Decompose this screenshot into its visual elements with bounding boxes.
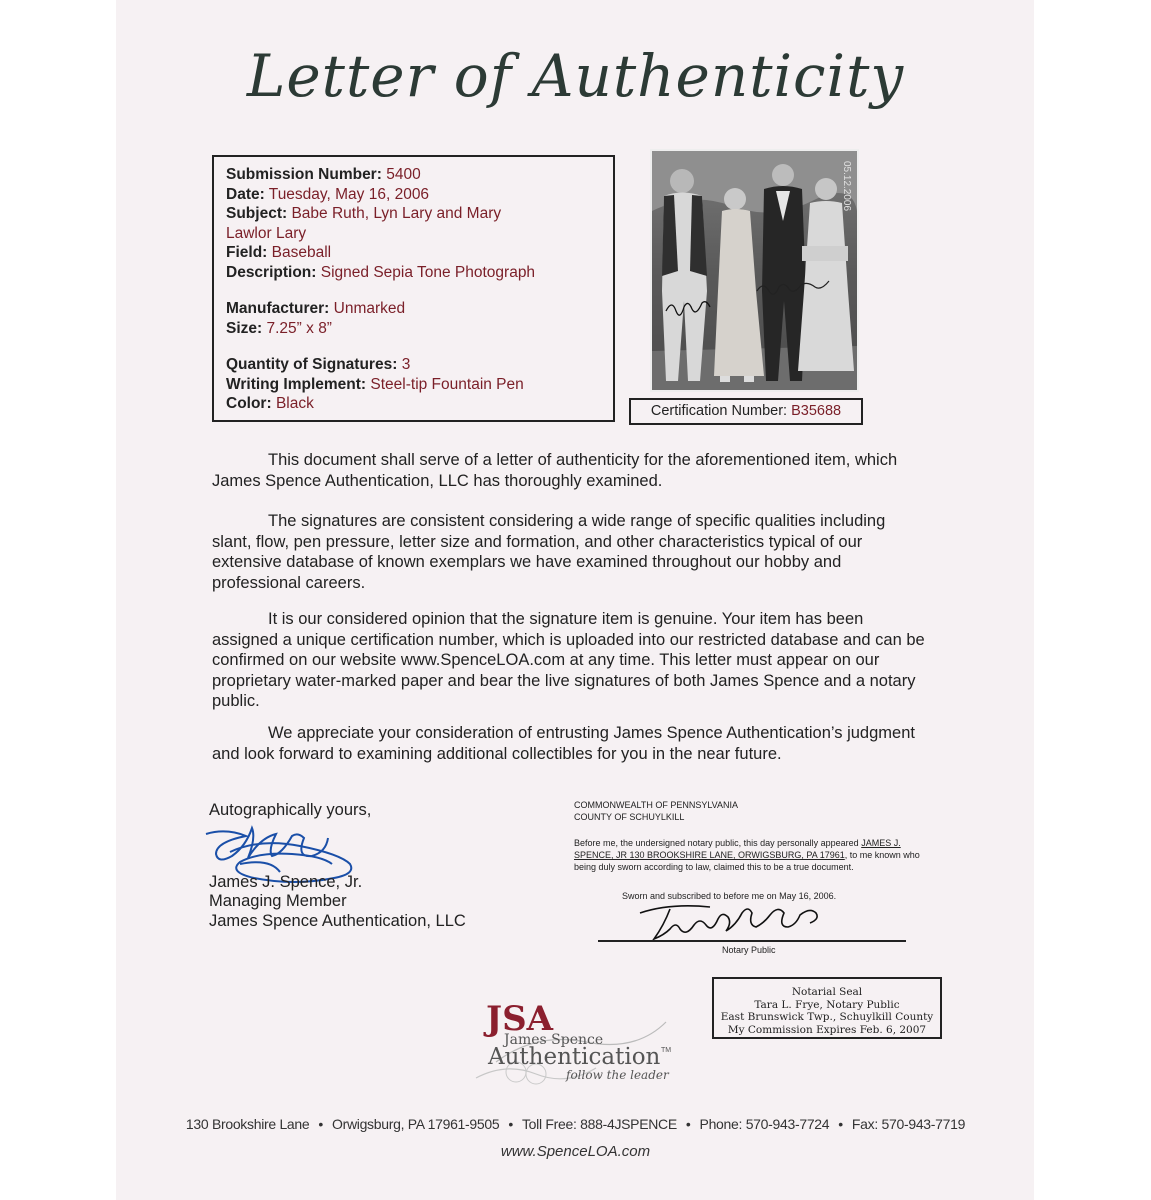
manufacturer-value: Unmarked: [333, 300, 406, 317]
certification-number-box: [629, 398, 863, 425]
photo-date-stamp: 05.12.2006: [841, 161, 852, 212]
subject-value: Babe Ruth, Lyn Lary and Mary: [291, 205, 502, 222]
notary-signature: [620, 895, 870, 950]
paragraph-1: This document shall serve of a letter of authenticity for the aforementioned item, which James Spence Authentication, LLC has thoroughly examined.: [212, 451, 898, 490]
description-label: Description:: [226, 263, 317, 281]
writing-implement-label: Writing Implement:: [226, 375, 367, 393]
field-value: Baseball: [271, 244, 332, 261]
color-label: Color:: [226, 395, 272, 412]
footer-address: 130 Brookshire Lane: [185, 1116, 310, 1132]
notary-statement-line-1: [574, 838, 901, 850]
notary-statement-text: , to me known who: [844, 850, 920, 860]
description-value: Signed Sepia Tone Photograph: [320, 263, 536, 281]
signed-photograph: [650, 149, 859, 392]
date-label: Date:: [226, 185, 265, 203]
notary-public-label: Notary Public: [722, 945, 776, 955]
footer-phone: Phone: 570-943-7724: [699, 1116, 830, 1132]
jsa-logo-trademark: TM: [661, 1047, 672, 1054]
item-details-box: [212, 155, 615, 422]
notarial-seal: [712, 977, 942, 1039]
submission-number-value: 5400: [386, 166, 421, 183]
jsa-logo-authentication: Authentication: [488, 1044, 661, 1070]
submission-number-label: Submission Number:: [226, 166, 382, 183]
notary-statement-address: SPENCE, JR 130 BROOKSHIRE LANE, ORWIGSBURG, PA 17961: [574, 850, 845, 860]
notary-state: COMMONWEALTH OF PENNSYLVANIA: [574, 800, 739, 810]
jsa-logo-james-spence: James Spence: [504, 1032, 604, 1048]
date-value: Tuesday, May 16, 2006: [268, 185, 430, 203]
writing-implement-value: Steel-tip Fountain Pen: [370, 375, 524, 393]
notary-statement-name: JAMES J.: [861, 838, 901, 848]
seal-location: East Brunswick Twp., Schuylkill County: [720, 1011, 934, 1023]
signer-position: Managing Member: [209, 892, 347, 910]
footer-contact: [0, 1116, 1151, 1132]
paragraph-4: We appreciate your consideration of entrusting James Spence Authentication’s judgment and look forward to examining additional collectibles for you in the near future.: [212, 724, 915, 763]
footer-tollfree: Toll Free: 888-4JSPENCE: [521, 1116, 677, 1132]
seal-commission: My Commission Expires Feb. 6, 2007: [727, 1023, 927, 1036]
quantity-value: 3: [401, 356, 411, 373]
notary-statement-line-3: being duly sworn according to law, claimed this to be a true document.: [574, 862, 854, 872]
manufacturer-label: Manufacturer:: [226, 300, 330, 317]
separator-dot: •: [318, 1116, 323, 1132]
paragraph-3: It is our considered opinion that the signature item is genuine. Your item has been assigned a unique certification number, which is uploaded into our restricted database and can be confirmed on our website www.SpenceLOA.com at any time. This letter must appear on our proprietary water-marked paper and bear the live signatures of both James Spence and a notary public.: [212, 610, 925, 710]
seal-title: Notarial Seal: [791, 986, 863, 998]
closing-text: Autographically yours,: [209, 801, 372, 819]
footer-website: www.SpenceLOA.com: [500, 1143, 651, 1160]
notary-statement-line-2: [574, 850, 920, 862]
certification-number-label: Certification Number:: [650, 403, 788, 419]
jsa-logo-letters: JSA: [486, 999, 554, 1039]
notary-county: COUNTY OF SCHUYLKILL: [574, 812, 685, 822]
quantity-label: Quantity of Signatures:: [226, 356, 398, 373]
certification-number-value: B35688: [791, 403, 842, 419]
subject-label: Subject:: [226, 205, 288, 222]
notary-sworn-statement: Sworn and subscribed to before me on May 16, 2006.: [622, 891, 837, 901]
signer-name: James J. Spence, Jr.: [209, 873, 363, 891]
footer-fax: Fax: 570-943-7719: [851, 1116, 966, 1132]
size-value: 7.25” x 8”: [266, 319, 332, 337]
field-label: Field:: [226, 244, 268, 261]
seal-notary-name: Tara L. Frye, Notary Public: [754, 998, 900, 1011]
separator-dot: •: [508, 1116, 513, 1132]
jsa-logo-tagline: follow the leader: [566, 1068, 669, 1082]
notary-statement-text: Before me, the undersigned notary public, this day personally appeared: [574, 838, 862, 848]
footer-city: Orwigsburg, PA 17961-9505: [332, 1116, 500, 1132]
separator-dot: •: [685, 1116, 691, 1132]
paragraph-2: The signatures are consistent considering a wide range of specific qualities including slant, flow, pen pressure, letter size and formation, and other characteristics typical of our extensive database of known exemplars we have examined throughout our hobby and professional careers.: [212, 512, 886, 592]
color-value: Black: [275, 395, 314, 412]
notary-signature-line: [598, 940, 906, 942]
subject-value-continued: Lawlor Lary: [226, 224, 307, 242]
separator-dot: •: [838, 1116, 843, 1132]
letter-title: Letter of Authenticity: [246, 42, 905, 110]
jsa-logo: [456, 992, 696, 1087]
photograph-image: [652, 151, 857, 390]
signer-company: James Spence Authentication, LLC: [209, 912, 466, 930]
size-label: Size:: [226, 319, 263, 337]
